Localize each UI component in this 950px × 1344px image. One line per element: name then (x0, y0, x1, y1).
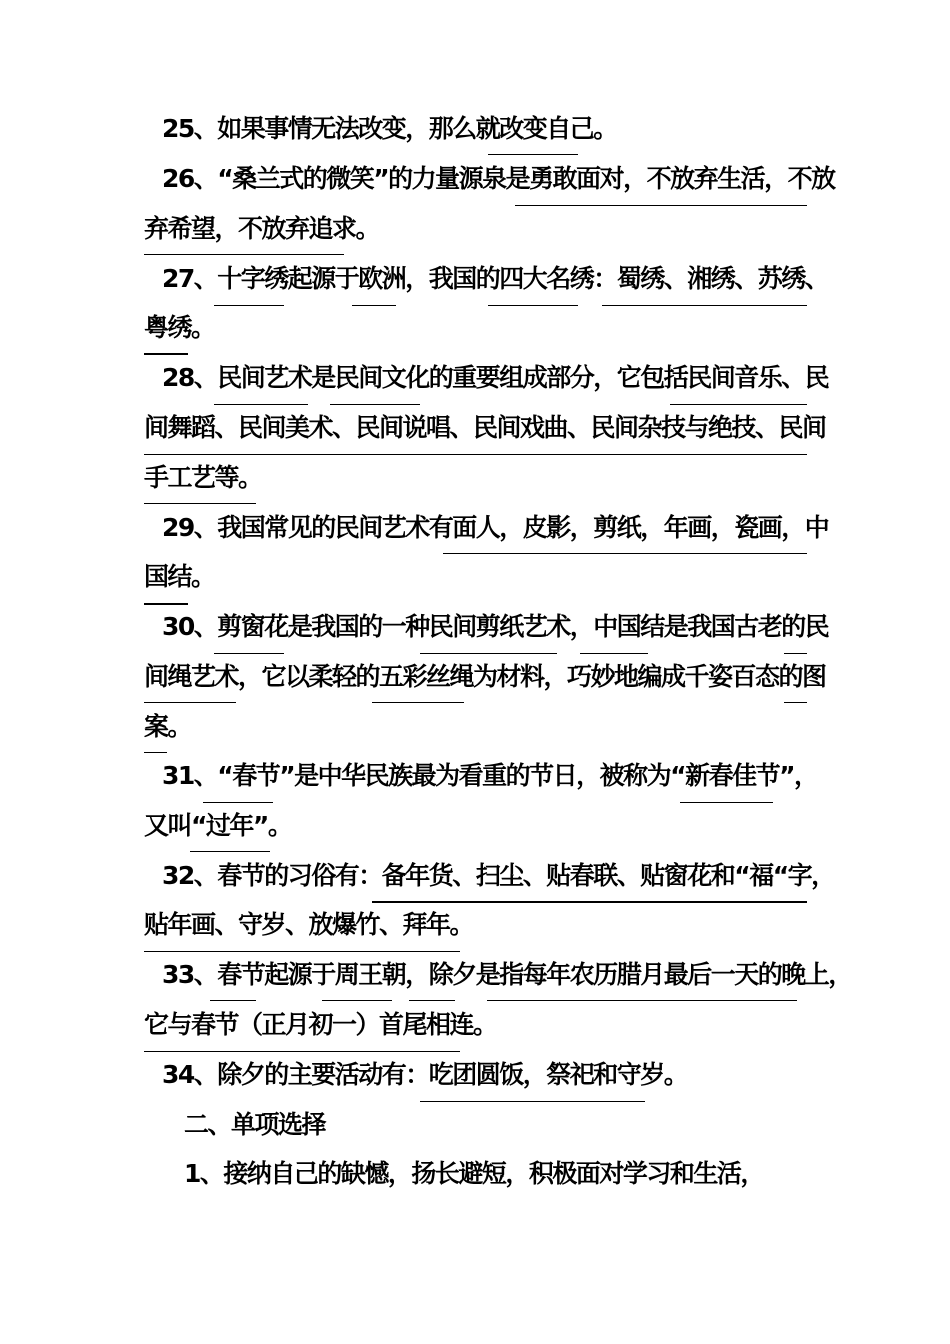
q34-blank-1 (420, 1101, 645, 1102)
section-heading: 二、单项选择 (184, 1110, 326, 1139)
q33-blank-2 (322, 1000, 392, 1001)
q28-blank-3 (670, 404, 807, 405)
q31-line-2: 又叫“过年”。 (144, 811, 292, 840)
q25-line-1: 25、如果事情无法改变，那么就改变自己。 (162, 114, 617, 143)
q30-line-1: 30、剪窗花是我国的一种民间剪纸艺术，中国结是我国古老的民 (162, 612, 829, 641)
q27-blank-3 (488, 305, 578, 306)
q28-blank-5 (144, 503, 256, 504)
q30-blank-6 (372, 702, 464, 703)
q31-blank-2 (680, 802, 773, 803)
q32-line-2: 贴年画、守岁、放爆竹、拜年。 (144, 910, 474, 939)
q27-blank-1 (214, 305, 284, 306)
q33-blank-5 (144, 1051, 460, 1052)
q31-blank-1 (203, 802, 273, 803)
q33-blank-1 (210, 1000, 256, 1001)
q29-line-2: 国结。 (144, 562, 215, 591)
q29-blank-2 (144, 603, 188, 605)
q26-blank-2 (144, 254, 344, 255)
q33-line-1: 33、春节起源于周王朝，除夕是指每年农历腊月最后一天的晚上， (162, 960, 852, 989)
q27-blank-5 (144, 353, 188, 355)
q32-blank-2 (144, 951, 460, 952)
q28-line-1: 28、民间艺术是民间文化的重要组成部分，它包括民间音乐、民 (162, 363, 829, 392)
q28-line-3: 手工艺等。 (144, 463, 262, 492)
q28-blank-2 (330, 404, 420, 405)
q30-blank-4 (784, 653, 807, 654)
q30-blank-3 (580, 653, 648, 654)
q26-blank-1 (515, 205, 807, 206)
q33-blank-4 (487, 1000, 797, 1001)
q30-line-3: 案。 (144, 712, 192, 741)
q26-line-1: 26、“桑兰式的微笑”的力量源泉是勇敢面对，不放弃生活，不放 (162, 164, 835, 193)
q26-line-2: 弃希望，不放弃追求。 (144, 214, 380, 243)
q30-blank-8 (144, 752, 167, 753)
q30-blank-7 (784, 702, 807, 703)
q27-line-2: 粤绣。 (144, 313, 215, 342)
q33-blank-3 (409, 1000, 455, 1001)
q31-blank-3 (190, 851, 270, 852)
q30-blank-2 (420, 653, 557, 654)
q31-line-1: 31、“春节”是中华民族最为看重的节日，被称为“新春佳节”， (162, 761, 818, 790)
q29-line-1: 29、我国常见的民间艺术有面人，皮影，剪纸，年画，瓷画，中 (162, 513, 829, 542)
q25-blank (488, 154, 578, 155)
q32-line-1: 32、春节的习俗有：备年货、扫尘、贴春联、贴窗花和“福“字， (162, 861, 835, 890)
q30-blank-5 (144, 702, 236, 703)
q34-line-1: 34、除夕的主要活动有：吃团圆饭，祭祀和守岁。 (162, 1060, 688, 1089)
q27-blank-4 (602, 305, 807, 306)
q28-blank-1 (214, 404, 308, 405)
q33-line-2: 它与春节（正月初一）首尾相连。 (144, 1010, 497, 1039)
choice-q1-line-1: 1、接纳自己的缺憾，扬长避短，积极面对学习和生活， (184, 1159, 764, 1188)
q27-line-1: 27、十字绣起源于欧洲，我国的四大名绣：蜀绣、湘绣、苏绣、 (162, 264, 829, 293)
q28-line-2: 间舞蹈、民间美术、民间说唱、民间戏曲、民间杂技与绝技、民间 (144, 413, 826, 442)
q27-blank-2 (352, 305, 396, 306)
q32-blank-1 (372, 901, 807, 903)
q29-blank-1 (443, 553, 807, 554)
q30-line-2: 间绳艺术，它以柔轻的五彩丝绳为材料，巧妙地编成千姿百态的图 (144, 662, 826, 691)
q28-blank-4 (144, 454, 807, 455)
q30-blank-1 (214, 653, 284, 654)
